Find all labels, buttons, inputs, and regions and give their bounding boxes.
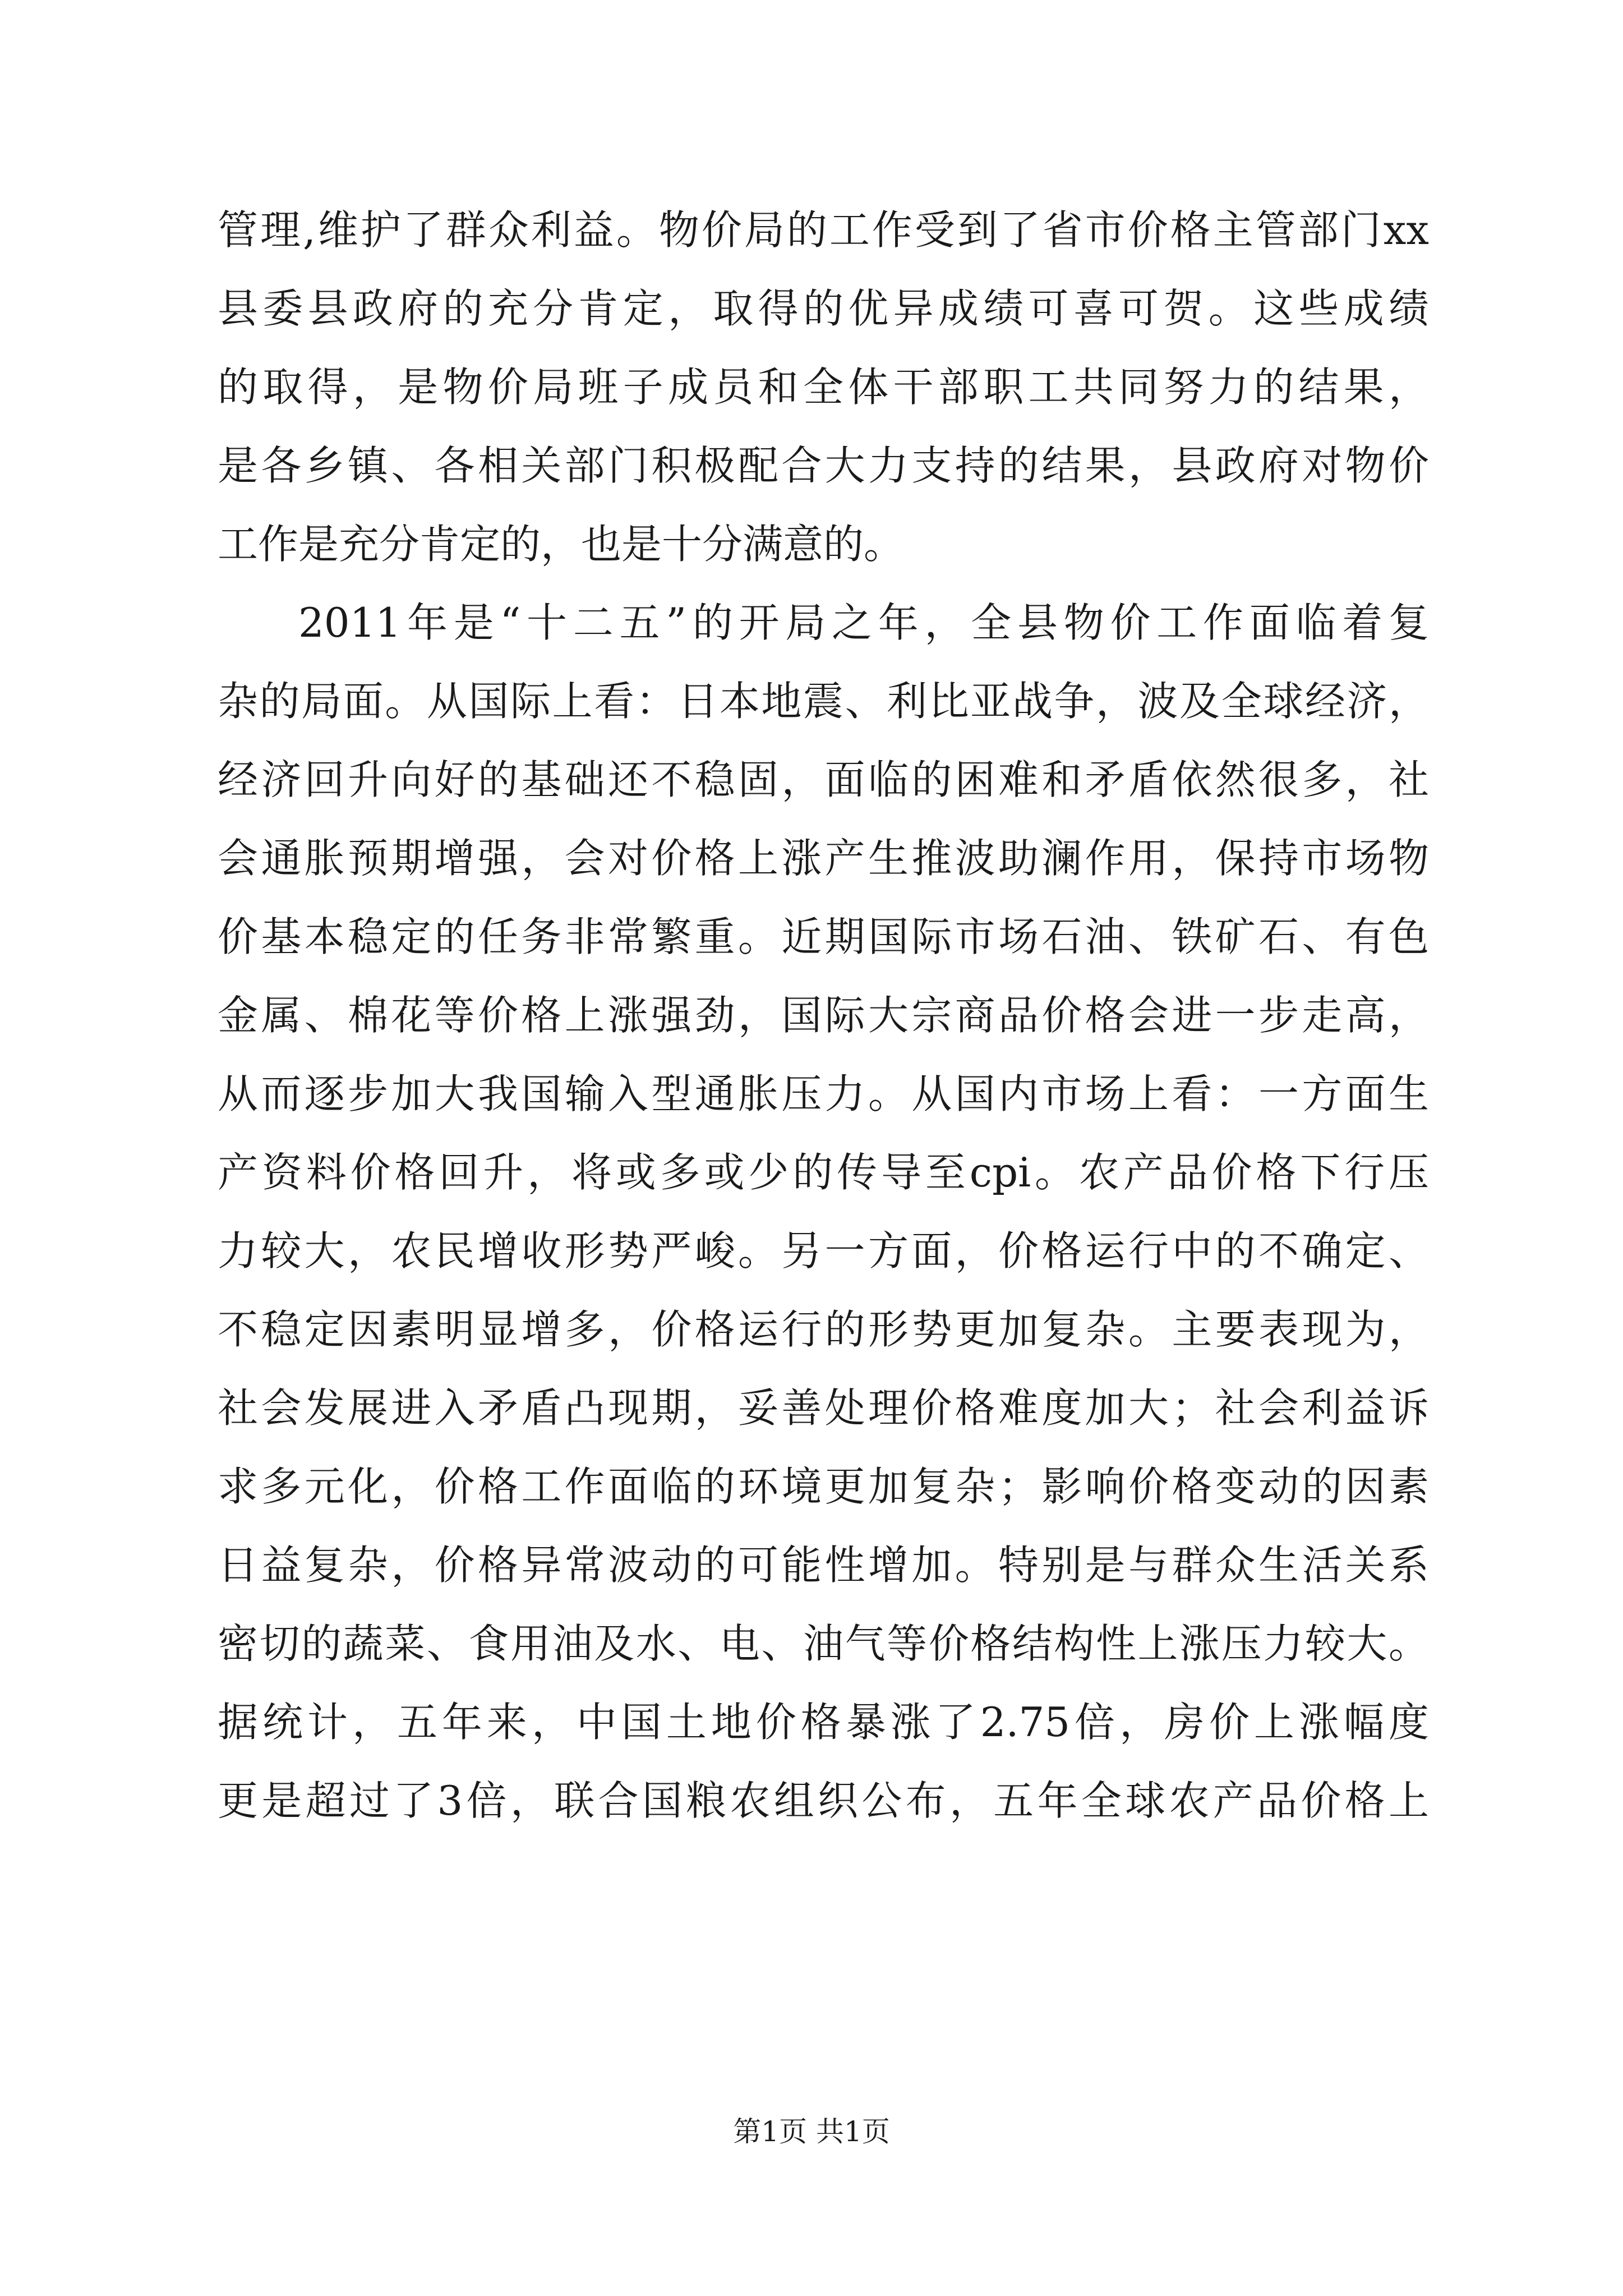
text-line: 县委县政府的充分肯定，取得的优异成绩可喜可贺。这些成绩 [218,285,1429,332]
text-line: 密切的蔬菜、食用油及水、电、油气等价格结构性上涨压力较大。 [218,1620,1429,1667]
text-line: 经济回升向好的基础还不稳固，面临的困难和矛盾依然很多，社 [218,756,1429,803]
text-line: 社会发展进入矛盾凸现期，妥善处理价格难度加大；社会利益诉 [218,1384,1429,1432]
text-line: 不稳定因素明显增多，价格运行的形势更加复杂。主要表现为， [218,1306,1429,1353]
text-line: 求多元化，价格工作面临的环境更加复杂；影响价格变动的因素 [218,1463,1429,1510]
text-line: 价基本稳定的任务非常繁重。近期国际市场石油、铁矿石、有色 [218,913,1429,960]
text-line: 管理,维护了群众利益。物价局的工作受到了省市价格主管部门xx [218,206,1429,254]
text-line: 的取得，是物价局班子成员和全体干部职工共同努力的结果， [218,364,1429,411]
text-line: 力较大，农民增收形势严峻。另一方面，价格运行中的不确定、 [218,1227,1429,1274]
text-line: 是各乡镇、各相关部门积极配合大力支持的结果，县政府对物价 [218,442,1429,489]
text-line: 工作是充分肯定的，也是十分满意的。 [218,521,905,568]
text-line: 日益复杂，价格异常波动的可能性增加。特别是与群众生活关系 [218,1542,1429,1589]
text-line: 更是超过了3倍，联合国粮农组织公布，五年全球农产品价格上 [218,1777,1429,1824]
text-line: 杂的局面。从国际上看：日本地震、利比亚战争，波及全球经济， [218,678,1429,725]
text-line: 从而逐步加大我国输入型通胀压力。从国内市场上看：一方面生 [218,1070,1429,1117]
text-line: 据统计，五年来，中国土地价格暴涨了2.75倍，房价上涨幅度 [218,1699,1429,1746]
text-line: 会通胀预期增强，会对价格上涨产生推波助澜作用，保持市场物 [218,835,1429,882]
text-line: 产资料价格回升，将或多或少的传导至cpi。农产品价格下行压 [218,1149,1429,1196]
text-line: 2011年是“十二五”的开局之年，全县物价工作面临着复 [298,599,1429,646]
text-line: 金属、棉花等价格上涨强劲，国际大宗商品价格会进一步走高， [218,992,1429,1039]
page-footer: 第1页 共1页 [733,2115,890,2148]
